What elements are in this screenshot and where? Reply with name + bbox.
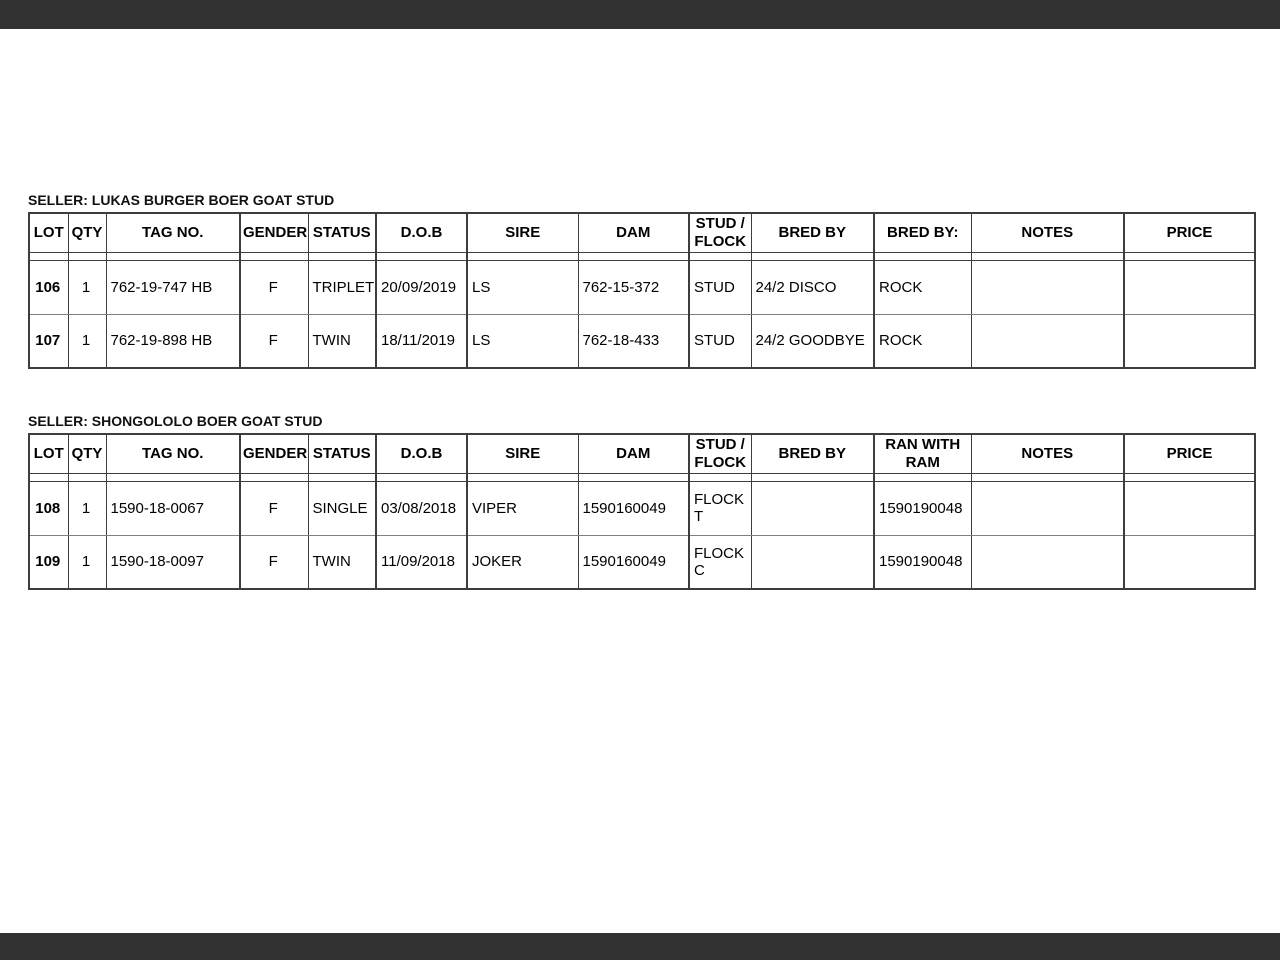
column-header: BRED BY	[751, 434, 874, 473]
table-cell: FLOCK T	[689, 481, 751, 535]
table-cell: SINGLE	[308, 481, 376, 535]
spacer-cell	[689, 473, 751, 481]
seller-heading-1: SELLER: LUKAS BURGER BOER GOAT STUD	[28, 192, 335, 208]
table-cell	[971, 535, 1124, 589]
spacer-row	[29, 252, 1255, 260]
column-header: STUD / FLOCK	[689, 213, 751, 252]
table-cell: JOKER	[467, 535, 578, 589]
table-cell: 1590160049	[578, 535, 689, 589]
column-header: SIRE	[467, 213, 578, 252]
lot-table-2	[28, 433, 1256, 590]
table-cell: 1590-18-0067	[106, 481, 240, 535]
column-header: STATUS	[308, 434, 376, 473]
table-cell: 1	[68, 535, 106, 589]
column-header: PRICE	[1124, 434, 1255, 473]
table-cell: 106	[29, 260, 68, 314]
column-header: BRED BY:	[874, 213, 971, 252]
column-header: RAN WITH RAM	[874, 434, 971, 473]
spacer-cell	[240, 252, 308, 260]
column-header: LOT	[29, 213, 68, 252]
table-cell	[1124, 535, 1255, 589]
table-cell: 20/09/2019	[376, 260, 467, 314]
header-row	[29, 434, 1255, 473]
spacer-cell	[1124, 473, 1255, 481]
table-row	[29, 535, 1255, 589]
column-header: SIRE	[467, 434, 578, 473]
spacer-cell	[874, 473, 971, 481]
table-cell: F	[240, 260, 308, 314]
table-cell: LS	[467, 260, 578, 314]
column-header: BRED BY	[751, 213, 874, 252]
spacer-cell	[240, 473, 308, 481]
table-cell: 762-15-372	[578, 260, 689, 314]
header-row	[29, 213, 1255, 252]
table-cell: TRIPLET	[308, 260, 376, 314]
spacer-cell	[751, 252, 874, 260]
bottom-bar	[0, 933, 1280, 960]
table-cell	[971, 481, 1124, 535]
table-cell: 1590190048	[874, 481, 971, 535]
table-cell: LS	[467, 314, 578, 368]
table-cell: 762-19-898 HB	[106, 314, 240, 368]
table-cell	[1124, 481, 1255, 535]
spacer-cell	[467, 473, 578, 481]
table-row	[29, 481, 1255, 535]
column-header: LOT	[29, 434, 68, 473]
table-cell: 1	[68, 260, 106, 314]
document-page	[0, 29, 1280, 590]
column-header: QTY	[68, 434, 106, 473]
spacer-row	[29, 473, 1255, 481]
spacer-cell	[68, 252, 106, 260]
spacer-cell	[29, 473, 68, 481]
lot-table-1	[28, 212, 1256, 369]
spacer-cell	[68, 473, 106, 481]
spacer-cell	[751, 473, 874, 481]
spacer-cell	[467, 252, 578, 260]
table-cell: 1590160049	[578, 481, 689, 535]
table-cell: 24/2 DISCO	[751, 260, 874, 314]
spacer-cell	[971, 252, 1124, 260]
table-cell: 107	[29, 314, 68, 368]
table-row	[29, 260, 1255, 314]
table-cell: 03/08/2018	[376, 481, 467, 535]
table-cell: 24/2 GOODBYE	[751, 314, 874, 368]
spacer-cell	[874, 252, 971, 260]
spacer-cell	[29, 252, 68, 260]
table-cell: ROCK	[874, 314, 971, 368]
spacer-cell	[308, 252, 376, 260]
table-cell: STUD	[689, 260, 751, 314]
top-bar	[0, 0, 1280, 29]
column-header: DAM	[578, 434, 689, 473]
table-cell	[1124, 260, 1255, 314]
table-cell: 108	[29, 481, 68, 535]
column-header: PRICE	[1124, 213, 1255, 252]
column-header: D.O.B	[376, 434, 467, 473]
table-cell: 762-18-433	[578, 314, 689, 368]
table-cell: F	[240, 314, 308, 368]
column-header: DAM	[578, 213, 689, 252]
table-cell: STUD	[689, 314, 751, 368]
table-cell: 762-19-747 HB	[106, 260, 240, 314]
spacer-cell	[578, 473, 689, 481]
table-cell: 1590-18-0097	[106, 535, 240, 589]
column-header: GENDER	[240, 434, 308, 473]
table-cell: FLOCK C	[689, 535, 751, 589]
seller-heading-2: SELLER: SHONGOLOLO BOER GOAT STUD	[28, 413, 323, 429]
table-cell: VIPER	[467, 481, 578, 535]
column-header: STUD / FLOCK	[689, 434, 751, 473]
table-cell: 109	[29, 535, 68, 589]
spacer-cell	[689, 252, 751, 260]
table-row	[29, 314, 1255, 368]
column-header: TAG NO.	[106, 213, 240, 252]
table-cell: 18/11/2019	[376, 314, 467, 368]
column-header: NOTES	[971, 213, 1124, 252]
table-cell: ROCK	[874, 260, 971, 314]
spacer-cell	[106, 473, 240, 481]
spacer-cell	[971, 473, 1124, 481]
table-cell	[971, 260, 1124, 314]
table-cell: 1	[68, 481, 106, 535]
spacer-cell	[376, 473, 467, 481]
column-header: QTY	[68, 213, 106, 252]
table-cell	[971, 314, 1124, 368]
table-cell	[751, 481, 874, 535]
table-cell	[1124, 314, 1255, 368]
column-header: D.O.B	[376, 213, 467, 252]
table-cell: TWIN	[308, 535, 376, 589]
column-header: STATUS	[308, 213, 376, 252]
table-cell: 1	[68, 314, 106, 368]
table-cell: TWIN	[308, 314, 376, 368]
table-cell: 1590190048	[874, 535, 971, 589]
spacer-cell	[106, 252, 240, 260]
spacer-cell	[578, 252, 689, 260]
column-header: GENDER	[240, 213, 308, 252]
table-cell: 11/09/2018	[376, 535, 467, 589]
table-cell	[751, 535, 874, 589]
column-header: NOTES	[971, 434, 1124, 473]
table-cell: F	[240, 535, 308, 589]
spacer-cell	[308, 473, 376, 481]
column-header: TAG NO.	[106, 434, 240, 473]
spacer-cell	[1124, 252, 1255, 260]
table-cell: F	[240, 481, 308, 535]
spacer-cell	[376, 252, 467, 260]
